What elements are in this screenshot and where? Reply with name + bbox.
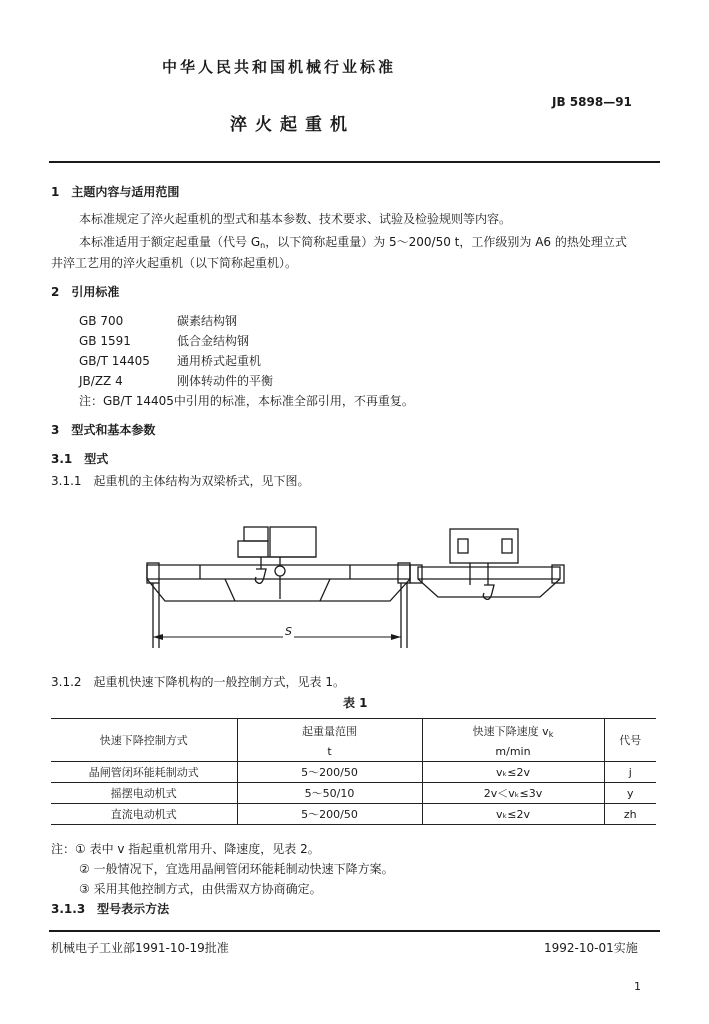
table-header-row — [51, 719, 656, 762]
section-1-para-1: 本标准规定了淬火起重机的型式和基本参数、技术要求、试验及检验规则等内容。 — [79, 212, 512, 226]
end-view-trolley — [450, 529, 518, 563]
ref-note: 注：GB/T 14405中引用的标准，本标准全部引用，不再重复。 — [79, 394, 414, 408]
crane-figure — [0, 505, 709, 685]
ref-name-4: 刚体转动件的平衡 — [177, 374, 274, 388]
cell-code: zh — [604, 804, 656, 825]
end-truck-right — [398, 563, 410, 583]
bridge-girder — [147, 565, 410, 601]
speed-header-text: 快速下降速度 v — [472, 724, 549, 738]
page-number: 1 — [634, 980, 641, 993]
speed-header-subscript: k — [548, 729, 554, 739]
section-1-para-2 — [79, 235, 627, 253]
section-3-1-heading: 3.1 型式 — [51, 452, 109, 466]
section-2-heading: 2 引用标准 — [51, 285, 120, 299]
table-1-title: 表 1 — [343, 696, 368, 710]
end-view-girder — [418, 567, 560, 597]
ref-code-4: JB/ZZ 4 — [79, 374, 123, 388]
page-title: 淬火起重机 — [230, 115, 355, 135]
hook-aux-block — [275, 566, 285, 576]
standard-code: JB 5898—91 — [552, 95, 632, 109]
cell-speed: 2v＜vₖ≤3v — [422, 783, 604, 804]
cell-code: y — [604, 783, 656, 804]
range-header-unit: t — [327, 744, 332, 758]
cell-mode: 晶闸管闭环能耗制动式 — [51, 762, 237, 783]
trolley-cab — [244, 527, 268, 541]
section-3-1-3: 3.1.3 型号表示方法 — [51, 902, 170, 916]
cell-speed: vₖ≤2v — [422, 804, 604, 825]
para-2-text-a: 本标准适用于额定起重量（代号 G — [79, 235, 261, 249]
table-row — [51, 804, 656, 825]
ref-name-1: 碳素结构钢 — [177, 314, 238, 328]
standard-org: 中华人民共和国机械行业标准 — [162, 58, 397, 76]
section-1-para-2-cont: 井淬工艺用的淬火起重机（以下简称起重机）。 — [51, 256, 298, 270]
cell-range: 5～50/10 — [237, 783, 422, 804]
cell-speed: vₖ≤2v — [422, 762, 604, 783]
span-label: S — [285, 625, 292, 638]
effective-date: 1992-10-01实施 — [544, 941, 638, 955]
ref-code-1: GB 700 — [79, 314, 124, 328]
table-note-3: ③ 采用其他控制方式，由供需双方协商确定。 — [79, 882, 322, 896]
section-3-1-1: 3.1.1 起重机的主体结构为双梁桥式，见下图。 — [51, 474, 310, 488]
cell-range: 5～200/50 — [237, 804, 422, 825]
para-2-text-b: ，以下简称起重量）为 5～200/50 t，工作级别为 A6 的热处理立式 — [265, 235, 627, 249]
cell-range: 5～200/50 — [237, 762, 422, 783]
para-2-subscript: n — [260, 241, 266, 250]
ref-name-2: 低合金结构钢 — [177, 334, 250, 348]
cell-mode: 摇摆电动机式 — [51, 783, 237, 804]
section-3-1-2: 3.1.2 起重机快速下降机构的一般控制方式，见表 1。 — [51, 675, 345, 689]
table-note-2: ② 一般情况下，宜选用晶闸管闭环能耗制动快速下降方案。 — [79, 862, 394, 876]
approval-text: 机械电子工业部1991-10-19批准 — [51, 941, 229, 955]
range-header-label: 起重量范围 — [302, 724, 357, 738]
speed-header-label — [423, 723, 604, 739]
table-row — [51, 783, 656, 804]
section-3-heading: 3 型式和基本参数 — [51, 423, 156, 437]
table-1 — [51, 718, 656, 825]
ref-code-3: GB/T 14405 — [79, 354, 150, 368]
col-header-mode: 快速下降控制方式 — [51, 719, 237, 762]
trolley — [270, 527, 316, 557]
end-truck-left — [147, 563, 159, 583]
col-header-range — [237, 719, 422, 762]
ref-code-2: GB 1591 — [79, 334, 131, 348]
hook-main — [255, 569, 266, 583]
cell-mode: 直流电动机式 — [51, 804, 237, 825]
table-row — [51, 762, 656, 783]
table-note-1: 注：① 表中 v 指起重机常用升、降速度，见表 2。 — [51, 842, 320, 856]
header-rule — [49, 161, 660, 163]
footer-rule — [49, 930, 660, 932]
col-header-code: 代号 — [604, 719, 656, 762]
cell-code: j — [604, 762, 656, 783]
ref-name-3: 通用桥式起重机 — [177, 354, 262, 368]
speed-header-unit: m/min — [495, 744, 531, 758]
section-1-heading: 1 主题内容与适用范围 — [51, 185, 180, 199]
col-header-speed — [422, 719, 604, 762]
